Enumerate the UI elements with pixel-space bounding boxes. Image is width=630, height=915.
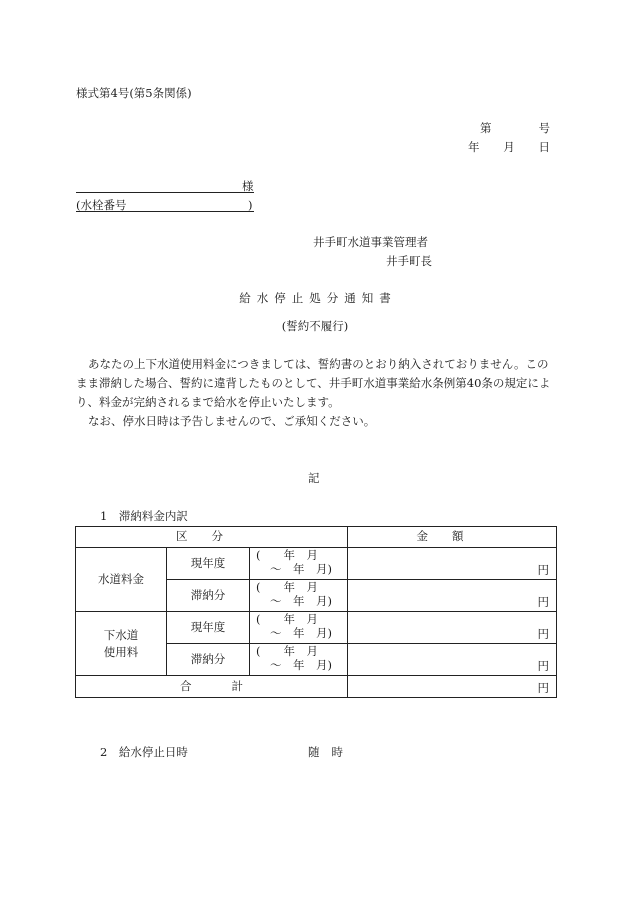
category-water: 水道料金 bbox=[76, 548, 167, 612]
period-cell bbox=[250, 644, 348, 676]
amount-cell bbox=[348, 548, 557, 580]
notice-paragraph: あなたの上下水道使用料金につきましては、誓約書のとおり納入されておりません。このまま滞納した場合、誓約に違背したものとして、井手町水道事業給水条例第40条の規定により、料金が完納されるまで給水を停止いたします。 bbox=[76, 357, 551, 409]
section-1-heading: 1 滞納料金内訳 bbox=[100, 509, 188, 523]
section-2-heading: 2 給水停止日時 bbox=[100, 745, 188, 759]
table-header-row bbox=[76, 527, 557, 548]
total-amount-cell bbox=[348, 676, 557, 698]
row-type: 滞納分 bbox=[167, 580, 250, 612]
meter-number-close: ) bbox=[248, 198, 253, 212]
sender-organization: 井手町水道事業管理者 bbox=[313, 235, 428, 249]
period-from: ( 年 月 bbox=[256, 580, 318, 594]
addressee-name-line bbox=[76, 192, 254, 193]
table-row bbox=[76, 548, 557, 580]
yen-unit: 円 bbox=[537, 562, 549, 577]
amount-cell bbox=[348, 644, 557, 676]
total-label: 合計 bbox=[76, 676, 348, 698]
period-to: ～ 年 月) bbox=[270, 626, 332, 640]
meter-number-label: (水栓番号 bbox=[76, 198, 127, 212]
suspension-timing-value: 随時 bbox=[308, 745, 355, 759]
document-subtitle: (誓約不履行) bbox=[281, 319, 349, 333]
date-month: 月 bbox=[503, 140, 515, 154]
date-day: 日 bbox=[538, 140, 550, 154]
addressee-honorific: 様 bbox=[242, 179, 254, 193]
table-row bbox=[76, 612, 557, 644]
period-cell bbox=[250, 580, 348, 612]
period-cell bbox=[250, 612, 348, 644]
row-type: 現年度 bbox=[167, 548, 250, 580]
meter-number-line bbox=[76, 211, 254, 212]
category-sewer-line2: 使用料 bbox=[103, 644, 139, 659]
total-row bbox=[76, 676, 557, 698]
period-from: ( 年 月 bbox=[256, 548, 318, 562]
yen-unit: 円 bbox=[537, 680, 549, 695]
header-category: 区分 bbox=[76, 527, 348, 548]
document-title: 給水停止処分通知書 bbox=[239, 291, 397, 305]
row-type: 滞納分 bbox=[167, 644, 250, 676]
yen-unit: 円 bbox=[537, 626, 549, 641]
date-year: 年 bbox=[468, 140, 480, 154]
notice-paragraph: なお、停水日時は予告しませんので、ご承知ください。 bbox=[88, 414, 376, 428]
row-type: 現年度 bbox=[167, 612, 250, 644]
amount-cell bbox=[348, 612, 557, 644]
period-from: ( 年 月 bbox=[256, 644, 318, 658]
amount-cell bbox=[348, 580, 557, 612]
ki-marker: 記 bbox=[308, 471, 320, 485]
header-amount: 金額 bbox=[348, 527, 557, 548]
number-prefix: 第 bbox=[480, 121, 492, 135]
document-date bbox=[468, 142, 550, 154]
form-label: 様式第4号(第5条関係) bbox=[76, 86, 192, 100]
period-from: ( 年 月 bbox=[256, 612, 318, 626]
period-to: ～ 年 月) bbox=[270, 658, 332, 672]
number-suffix: 号 bbox=[538, 121, 550, 135]
category-sewer-line1: 下水道 bbox=[103, 627, 139, 642]
period-to: ～ 年 月) bbox=[270, 562, 332, 576]
period-to: ～ 年 月) bbox=[270, 594, 332, 608]
yen-unit: 円 bbox=[537, 594, 549, 609]
category-sewer bbox=[76, 612, 167, 676]
yen-unit: 円 bbox=[537, 658, 549, 673]
arrears-breakdown-table bbox=[75, 526, 557, 698]
notice-body bbox=[76, 355, 556, 431]
sender-name: 井手町長 bbox=[386, 254, 432, 268]
document-number bbox=[480, 123, 550, 135]
period-cell bbox=[250, 548, 348, 580]
